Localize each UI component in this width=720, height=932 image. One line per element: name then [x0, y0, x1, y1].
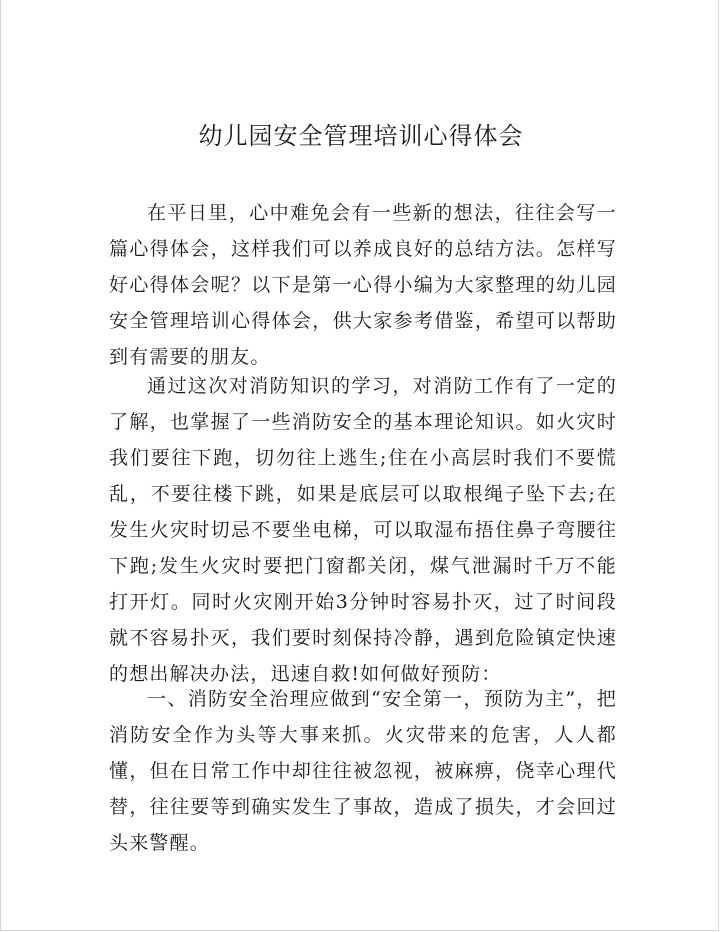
paragraph-safety-management: 一、消防安全治理应做到“安全第一，预防为主”，把消防安全作为头等大事来抓。火灾带来的危害，人人都懂，但在日常工作中却往往被忽视，被麻痹，侥幸心理代替，往往要等到确实发生了事故，造成了损失，才会回过头来警醒。 [109, 688, 617, 854]
document-title: 幼儿园安全管理培训心得体会 [198, 122, 524, 150]
paragraph-intro: 在平日里，心中难免会有一些新的想法，往往会写一篇心得体会，这样我们可以养成良好的总结方法。怎样写好心得体会呢？以下是第一心得小编为大家整理的幼儿园安全管理培训心得体会，供大家参考借鉴，希望可以帮助到有需要的朋友。 [109, 202, 617, 368]
paragraph-fire-knowledge: 通过这次对消防知识的学习，对消防工作有了一定的了解，也掌握了一些消防安全的基本理论知识。如火灾时我们要往下跑，切勿往上逃生;住在小高层时我们不要慌乱，不要往楼下跳，如果是底层可以取根绳子坠下去;在发生火灾时切忌不要坐电梯，可以取湿布捂住鼻子弯腰往下跑;发生火灾时要把门窗都关闭，煤气泄漏时千万不能打开灯。同时火灾刚开始3分钟时容易扑灭，过了时间段就不容易扑灭，我们要时刻保持冷静，遇到危险镇定快速的想出解决办法，迅速自救!如何做好预防： [109, 375, 617, 685]
